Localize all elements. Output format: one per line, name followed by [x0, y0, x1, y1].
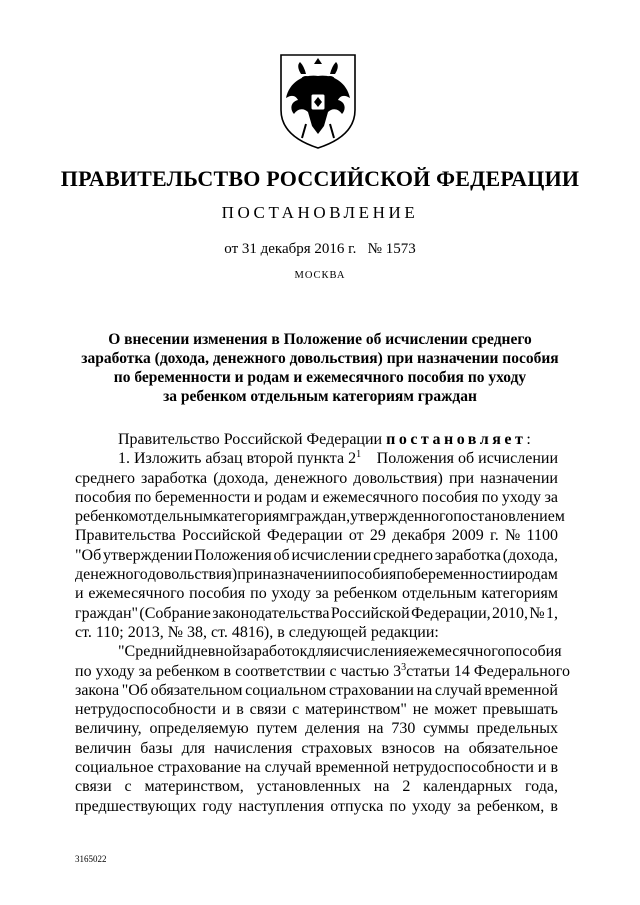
- item-1-first-line: [75, 449, 558, 468]
- document-body: [75, 430, 570, 816]
- body-line: величин базы для начисления страховых взносов на обязательное: [75, 739, 558, 757]
- body-line: закона "Об обязательном социальном страховании на случай временной: [75, 681, 558, 699]
- body-line: Правительства Российской Федерации от 29 декабря 2009 г. № 1100: [75, 527, 558, 545]
- body-line: "Об утверждении Положения об исчислении среднего заработка (дохода,: [75, 546, 558, 564]
- superscript: 1: [356, 449, 362, 461]
- title-line: за ребенком отдельным категориям граждан: [163, 388, 477, 405]
- body-line: среднего заработка (дохода, денежного довольствия) при назначении: [75, 469, 558, 487]
- footer-code: 3165022: [75, 854, 107, 864]
- body-text-end: статьи 14 Федерального: [406, 662, 570, 680]
- body-line: пособия по беременности и родам и ежемесячного пособия по уходу за: [75, 488, 558, 506]
- preamble-suffix: :: [526, 431, 531, 448]
- body-line: нетрудоспособности и в связи с материнством" не может превышать: [75, 701, 558, 719]
- government-name: ПРАВИТЕЛЬСТВО РОССИЙСКОЙ ФЕДЕРАЦИИ: [60, 166, 580, 191]
- body-line: и ежемесячного пособия по уходу за ребенком отдельным категориям: [75, 585, 558, 603]
- body-line: предшествующих году наступления отпуска по уходу за ребенком, в: [75, 797, 558, 815]
- title-line: по беременности и родам и ежемесячного пособия по уходу: [113, 369, 527, 386]
- body-line: ребенком отдельным категориям граждан, утвержденного постановлением: [75, 508, 565, 526]
- title-line: заработка (дохода, денежного довольствия) при назначении пособия: [81, 350, 559, 367]
- body-line: граждан" (Собрание законодательства Российской Федерации, 2010, № 1,: [75, 604, 558, 622]
- body-line: "Средний дневной заработок для исчисления ежемесячного пособия: [118, 643, 562, 661]
- document-title: [60, 330, 580, 406]
- body-line: денежного довольствия) при назначении пособия по беременности и родам: [75, 566, 558, 584]
- preamble-resolves: постановляет: [386, 431, 527, 448]
- document-kind: ПОСТАНОВЛЕНИЕ: [221, 203, 419, 222]
- date-line: [0, 241, 640, 258]
- body-line: величину, определяемую путем деления на 730 суммы предельных: [75, 720, 558, 738]
- preamble: [75, 430, 558, 449]
- title-line: О внесении изменения в Положение об исчислении среднего: [108, 331, 532, 348]
- city: МОСКВА: [294, 270, 346, 281]
- body-text: по уходу за ребенком в соответствии с частью $3^3$: [75, 661, 407, 680]
- document-number: № 1573: [367, 241, 416, 257]
- body-line: связи с материнством, установленных на 2 календарных года,: [75, 778, 558, 796]
- preamble-prefix: Правительство Российской Федерации: [118, 431, 383, 448]
- body-line: ст. 110; 2013, № 38, ст. 4816), в следующей редакции:: [75, 623, 439, 641]
- item-1-text: 1. Изложить абзац второй пункта $2^1$: [118, 449, 362, 468]
- item-1-text-end: Положения об исчислении: [376, 450, 558, 468]
- body-line-with-superscript: [75, 661, 570, 681]
- body-line: социальное страхование на случай временной нетрудоспособности и в: [75, 759, 558, 777]
- coat-of-arms-emblem: [276, 52, 360, 150]
- superscript: 3: [401, 661, 407, 673]
- document-date: от 31 декабря 2016 г.: [224, 241, 357, 257]
